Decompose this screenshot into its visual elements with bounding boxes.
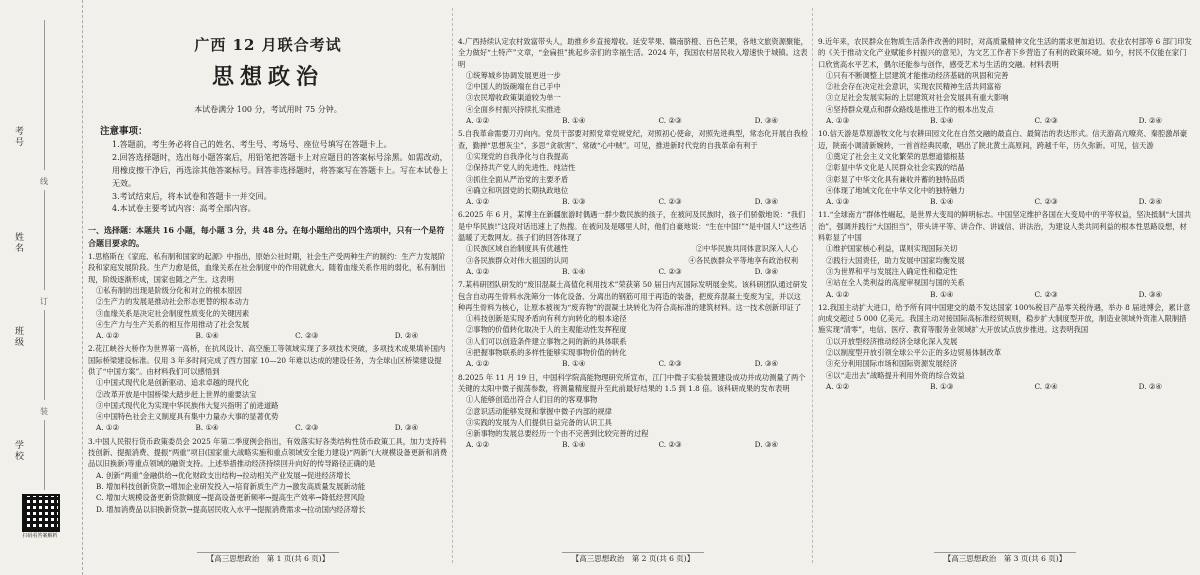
question-1 [88,251,448,341]
statement: ④新事物的发展总要经历一个由不完善到比较完善的过程 [466,429,649,439]
statement: ①维护国家核心利益，谋则实现国际关切 [826,244,958,254]
top-spacer [818,0,1192,34]
statement: ③人们可以创造条件建立事物之间的新的具体联系 [466,336,627,346]
choice[interactable]: A. ①② [826,289,849,299]
notice-item: 2.回答选择题时，选出每小题答案后，用铅笔把答题卡上对应题目的答案标号涂黑。如需改动，用橡皮擦干净后，再选涂其他答案标号。回答非选择题时，将答案写在答题卡上。写在本试卷上无效。 [112,153,448,188]
question-4 [458,36,808,126]
statement: ①以开放型经济推动经济全球化深入发展 [826,336,958,346]
choice[interactable]: D. ③④ [754,359,778,369]
statement-row [458,243,808,254]
choice[interactable]: A. ①② [466,116,489,126]
question-stem: 12.我国主动扩大进口，给予所有同中国建交的最不发达国家 100%税目产品零关税待遇，举办 8 届进博会，累计意向成交超过 5 000 亿美元。我国主动对接国际高标准经贸规则，稳步扩大制度型开放，制造业领域外资准入限制措施实现“清零”，电信、医疗、教育等服务业领域扩大开放试点放步推进。这表明我国 [818,302,1191,335]
statement: ④站在全人类利益的高度审视国与国的关系 [826,278,965,288]
statement: ①私有制的出现是阶级分化和对立的根本原因 [96,285,242,295]
statement: ④全面乡村振兴持续扎实推进 [466,104,561,114]
notice-item: 1.答题前，考生务必将自己的姓名、考生号、考场号、座位号填写在答题卡上。 [112,140,392,150]
choice[interactable]: D. ③④ [754,116,778,126]
question-11 [818,209,1192,299]
choice[interactable]: A. ①② [466,266,489,276]
question-stem: 7.某科研团队研发的“废旧混凝土高值化利用技术”荣获第 50 届日内瓦国际发明展金奖。该科研团队通过研发包含自动再生骨料水洗筛分一体化设备、分离出的钢筋可用于再造的装备，把废弃混凝土变废为宝，并以这种再生骨料为核心，让原本被视为“废弃物”的混凝土块转化为符合高标准的建筑材料。这一技术创新印证了 [458,280,808,312]
choice[interactable]: C. ②③ [658,440,682,450]
choice[interactable]: C. 增加大规模设备更新贷款额度→提高设备更新频率→提高生产效率→降低经营风险 [96,493,366,503]
notice-item: 3.考试结束后，将本试卷和答题卡一并交回。 [112,191,272,201]
statement: ④以“走出去”战略提升利用外资的综合效益 [826,370,965,380]
binding-line [44,420,45,490]
statement: ①科技创新是实现矛盾向有利方向转化的根本途径 [466,314,627,324]
notice-item: 4.本试卷主要考试内容：高考全部内容。 [112,204,256,214]
question-3 [88,436,448,515]
statement: ②中国人的饭碗端在自己手中 [466,82,561,92]
choice[interactable]: C. ②③ [295,423,319,433]
answer-choices [88,330,448,341]
choice[interactable]: A. ①② [96,331,119,341]
choice[interactable]: A. ①② [96,423,119,433]
question-stem: 9.近年来，农民群众在物质生活条件改善的同时，对高质量精神文化生活的需求更加迫切。农业农村部等 6 部门印发的《关于推动文化产业赋能乡村振兴的意见》，为文艺工作者下乡营造了有利的政策环境。如今，村民不仅能在家门口欣赏高水平艺术，偶尔还能参与创作，感受艺术与生活的交融。材料表明 [818,37,1192,69]
page-footer [458,553,808,565]
choice[interactable]: B. ①④ [562,116,586,126]
choice[interactable]: D. ③④ [394,423,418,433]
page-3 [818,0,1192,575]
notice-heading: 注意事项： [100,125,148,137]
page-footer [88,553,448,565]
statement: ①人能够创造出符合人们目的的客观事物 [466,395,598,405]
answer-choices [818,289,1192,300]
binding-line [44,20,45,170]
statement: ②改革开放是中国桥梁大踏步赶上世界的重要法宝 [96,389,257,399]
choice[interactable]: A. ①② [466,359,489,369]
qr-code[interactable] [22,494,60,532]
answer-choices [88,422,448,433]
qr-caption: 扫码看答案解析 [22,533,58,539]
statement: ②保持共产党人的先进性、纯洁性 [466,163,576,173]
choice[interactable]: D. ②④ [1138,116,1162,126]
choice[interactable]: A. ①② [826,381,849,391]
statement: ④确立和巩固党的长期执政地位 [466,185,569,195]
binding-strip [0,0,83,575]
question-stem: 10.信天游是草原游牧文化与农耕田园文化在自然交融的最直白、最简洁的表达形式。信天游高亢嘹亮、秦腔激昂豪迈，陕南小调清新婉转，一首首经典民歌，唱出了陕北黄土高原间，跨越千年，历久弥新。可见，信天游 [818,129,1188,150]
statement: ③血缘关系是决定社会制度性质变化的关键因素 [96,308,250,318]
statement: ②践行大国责任，助力发展中国家均衡发展 [826,255,965,265]
question-stem: 4.广西持续认定农村致富带头人，助推乡乡直接增收。延安苹果、赣南脐橙、百色芒果，各地文旅资源聚能，全力做好“土特产”文章，“金扁担”挑起乡亲们的幸福生活。2024 年，我国农村居民收入增速快于城镇。这表明 [458,37,808,69]
statement: ②彰显中华文化是人民群众社会实践的结晶 [826,163,965,173]
question-10 [818,128,1192,207]
page-2 [458,0,808,575]
choice[interactable]: B. 增加科技创新贷款→增加企业研发投入→培育新质生产力→激发高质量发展新动能 [96,481,366,491]
statement: ③为世界和平与发展注入确定性和稳定性 [826,266,958,276]
column-divider [812,8,813,563]
choice[interactable]: D. ③④ [1138,289,1162,299]
label-exam-number: 考号 [13,126,23,148]
question-stem: 6.2025 年 6 月，某博主在新疆旅游时偶遇一群少数民族的孩子，在被问及民族时，孩子们骄傲地说：“我们是中华民族!”这段对话迅速上了热搜。在被问及是哪里人时，他们自豪地说：“生在中国!”“是中国人!”这些话温暖了无数网友。孩子们的回答体现了 [458,210,807,243]
choice[interactable]: D. ②④ [394,331,418,341]
page-footer [818,553,1192,565]
choice[interactable]: C. ②③ [658,116,682,126]
statement: ③各民族群众对伟大祖国的认同 [466,255,569,265]
question-5 [458,128,808,207]
question-stem: 11.“全球南方”群体性崛起，是世界大变局的鲜明标志。中国坚定维护各国在大变局中的平等权益，坚决抵制“大国共治”，强调并践行“大国担当”，带头讲平等、讲合作、讲诚信、讲法治，为建设人类共同利益的根本性思路设想，材料彰显了中国 [818,210,1192,243]
statement: ③彰显了中华文化具有兼收并蓄的独特品质 [826,174,965,184]
choice[interactable]: B. ①④ [195,423,219,433]
choice[interactable]: C. ②③ [658,266,682,276]
label-class: 班级 [13,326,23,348]
page-footer-text: 【高三思想政治 第 2 页(共 6 页)】 [562,552,704,564]
choice[interactable]: A. ①② [466,197,489,207]
statement: ②以制度型开放引领全球公平公正的多边贸易体制改革 [826,348,1002,358]
question-stem: 1.思格斯在《家庭、私有制和国家的起源》中指出，原始公社时期，社会生产受两种生产的制约：生产力发展阶段和家庭发展阶段。生产力愈是低，血缘关系在社会制度中的作用就愈大。随着血缘关系作用的弱化，私有制出现，阶级逐渐形成，国家也随之产生。这表明 [88,252,446,284]
statement: ③立足社会发展实际的上层建筑对社会发展具有重大影响 [826,93,1009,103]
statement: ④坚持群众观点和群众路线是推进工作的根本出发点 [826,104,994,114]
label-name: 姓名 [13,232,23,254]
answer-choices [818,196,1192,207]
top-spacer [458,0,808,34]
question-stem: 3.中国人民银行货币政策委员会 2025 年第二季度例会指出，有效落实好各类结构性货币政策工具，加力支持科技创新、提振消费、提振“两重”项目(国家重大战略实施和重点领域安全能力建设)“两新”(大规模设备更新和消费品以旧换新)等重点领域的融资支持。上述举措推动经济持续回升向好的传导路径正确的是 [88,436,448,469]
statement: ④各民族群众平等地享有政治权利 [688,255,798,265]
statement: ③抓住全面从严治党的主要矛盾 [466,174,569,184]
choice[interactable]: B. ①④ [195,331,219,341]
exam-subject: 思想政治 [211,64,324,91]
statement: ③实践的发展为人们提供日益完备的认识工具 [466,417,612,427]
statement: ④把握事物联系的多样性能够实现事物价值的转化 [466,348,627,358]
answer-choices [818,381,1192,392]
choice[interactable]: B. ①③ [930,381,954,391]
choice[interactable]: C. ②③ [658,197,682,207]
statement: ①只有不断调整上层建筑才能推动经济基础的巩固和完善 [826,70,1009,80]
question-2 [88,343,448,433]
cut-mark: 订 [40,297,48,306]
choice[interactable]: A. ①③ [826,197,849,207]
choice[interactable]: B. ①④ [562,440,586,450]
question-6 [458,209,808,277]
question-9 [818,36,1192,126]
statement: ①实现党的自我净化与自我提高 [466,151,569,161]
choice[interactable]: C. ②④ [1034,381,1058,391]
statement: ①民族区域自治制度具有优越性 [466,244,569,254]
cut-mark: 装 [40,407,48,416]
column-divider [452,8,453,563]
choice[interactable]: D. 增加消费品以旧换新贷款→提高居民收入水平→提振消费需求→拉动国内经济增长 [96,504,366,514]
question-7 [458,279,808,369]
choice[interactable]: C. ②③ [1034,289,1058,299]
statement: ①奠定了社会主义文化繁荣的思想道德根基 [826,151,965,161]
choice[interactable]: D. ②④ [1138,197,1162,207]
statement: ④生产力与生产关系的相互作用推动了社会发展 [96,319,250,329]
statement: ②生产力的发展是推动社会形态更替的根本动力 [96,297,250,307]
page-footer-text: 【高三思想政治 第 1 页(共 6 页)】 [197,552,339,564]
label-school: 学校 [13,440,23,462]
answer-choices [458,439,808,450]
answer-choices [458,358,808,369]
exam-meta: 本试卷满分 100 分，考试用时 75 分钟。 [194,105,342,115]
statement: ②事物的价值转化取决于人的主观能动性发挥程度 [466,325,627,335]
binding-line [44,190,45,290]
choice[interactable]: B. ①④ [930,197,954,207]
question-8 [458,372,808,451]
question-stem: 8.2025 年 11 月 19 日，中国科学院高能物理研究所宣布，江门中微子实验装置建设成功并成功测量了两个关键的太阳中微子振荡参数，将测量精度提升至此前最好结果的 1.5 到 1.8 倍。该科研成果的发布表明 [458,372,806,393]
choice[interactable]: C. ②③ [1034,197,1058,207]
choice[interactable]: A. 创新“两重”金融供给→优化财政支出结构→拉动相关产业发展→促进经济增长 [96,470,351,480]
choice[interactable]: B. ①④ [562,359,586,369]
statement: ②中华民族共同体意识深入人心 [695,244,798,254]
question-stem: 2.花江峡谷大桥作为世界第一高桥，在抗风设计、高空施工等领域实现了多项技术突破，多项技术成果填补国内国际桥梁建设标准。仅用 3 年多时间完成了西方国家 10—20 年难以达成的建设任务，为全球山区桥梁建设提供了“中国方案”。由材料我们可以感悟到 [88,344,446,376]
page-footer-text: 【高三思想政治 第 3 页(共 6 页)】 [934,552,1076,564]
cut-mark: 线 [40,177,48,186]
answer-choices [458,115,808,126]
statement: ③充分利用国际市场和国际资源发展经济 [826,359,958,369]
binding-line [44,310,45,400]
choice[interactable]: B. ①④ [930,116,954,126]
choice[interactable]: B. ①④ [562,266,586,276]
statement: ①中国式现代化是创新驱动、追求卓越的现代化 [96,378,250,388]
statement-row [458,255,808,266]
question-stem: 5.自我革命需要刀刃向内。党员干部要对照党章党规党纪，对照初心使命，对照先进典型，常态化开展自我检查，勤掸“思想灰尘”、多思“贪欲害”、常破“心中贼”。可见，推进新时代党的自我革命有利于 [458,129,808,150]
statement: ③农民增收政策渠道较为单一 [466,93,561,103]
choice[interactable]: A. ①③ [826,116,849,126]
choice[interactable]: D. ③④ [754,440,778,450]
choice[interactable]: C. ②③ [295,331,319,341]
choice[interactable]: A. ①② [466,440,489,450]
statement: ②意识活动能够发现和掌握中微子内部的规律 [466,406,612,416]
statement: ④体现了地域文化在中华文化中的独特魅力 [826,185,965,195]
answer-choices [458,266,808,277]
question-12 [818,302,1192,392]
choice[interactable]: B. ①④ [930,289,954,299]
page-1 [88,0,448,575]
section-heading: 一、选择题：本题共 16 小题，每小题 3 分，共 48 分。在每小题给出的四个选项中，只有一个是符合题目要求的。 [88,225,445,248]
choice[interactable]: B. ①③ [562,197,586,207]
choice[interactable]: C. ②③ [1034,116,1058,126]
choice[interactable]: D. ③④ [754,266,778,276]
answer-choices [818,115,1192,126]
choice[interactable]: D. ③④ [754,197,778,207]
statement: ③中国式现代化为实现中华民族伟大复兴指明了前进道路 [96,400,279,410]
exam-title: 广西 12 月联合考试 [194,36,342,54]
answer-choices [458,196,808,207]
choice[interactable]: D. ②④ [1138,381,1162,391]
choice[interactable]: C. ②③ [658,359,682,369]
statement: ①统筹城乡协调发展更进一步 [466,70,561,80]
statement: ④中国特色社会主义制度具有集中力量办大事的显著优势 [96,412,279,422]
statement: ②社会存在决定社会意识，实现农民精神生活共同富裕 [826,82,1002,92]
